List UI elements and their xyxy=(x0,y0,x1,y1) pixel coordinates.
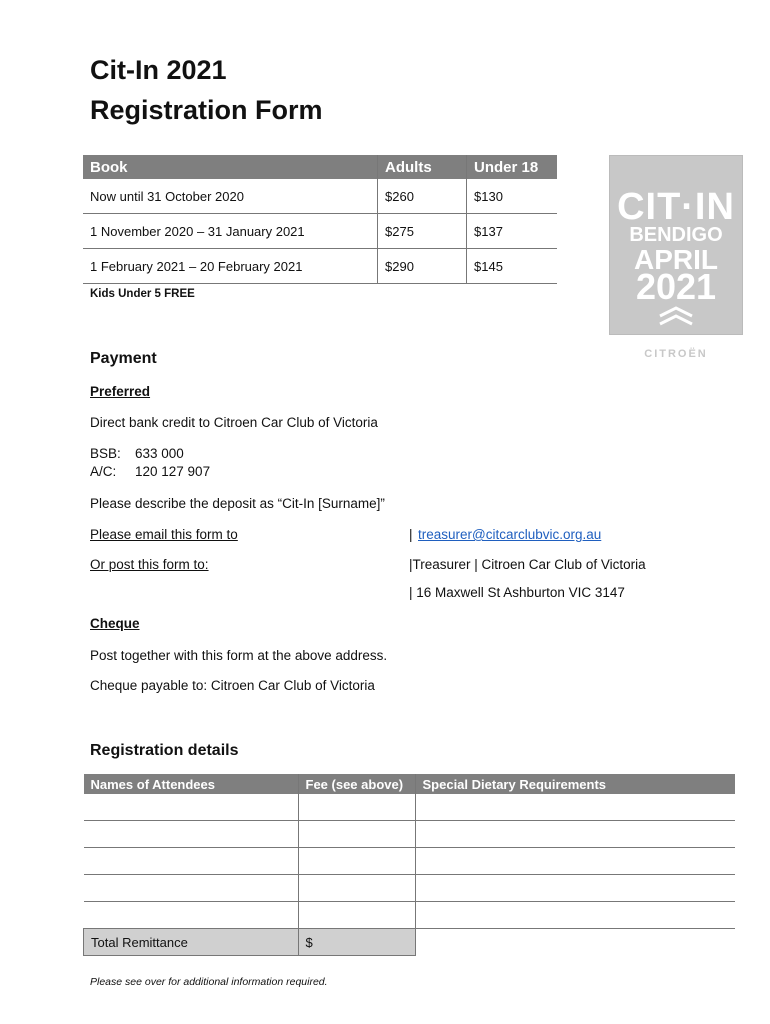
attendee-dietary-field[interactable] xyxy=(415,821,735,848)
pricing-under18-fee: $145 xyxy=(467,249,558,284)
post-label: Or post this form to: xyxy=(90,557,209,572)
attendee-name-field[interactable] xyxy=(84,848,299,875)
bsb-value: 633 000 xyxy=(135,446,184,461)
attendee-name-field[interactable] xyxy=(84,794,299,821)
pricing-row xyxy=(83,179,557,214)
attendee-row xyxy=(84,821,736,848)
title-line-2: Registration Form xyxy=(90,95,323,125)
registration-header-row xyxy=(84,774,736,794)
post-address-line-1: |Treasurer | Citroen Car Club of Victoria xyxy=(409,557,646,572)
attendee-name-field[interactable] xyxy=(84,875,299,902)
email-separator: | xyxy=(409,527,413,542)
attendee-row xyxy=(84,902,736,929)
total-empty-cell xyxy=(415,929,735,956)
cheque-payable: Cheque payable to: Citroen Car Club of Victoria xyxy=(90,678,375,693)
kids-free-note: Kids Under 5 FREE xyxy=(90,288,195,300)
preferred-heading: Preferred xyxy=(90,384,151,399)
attendee-fee-field[interactable] xyxy=(298,902,415,929)
attendee-dietary-field[interactable] xyxy=(415,794,735,821)
attendee-dietary-field[interactable] xyxy=(415,875,735,902)
form-title xyxy=(90,50,323,130)
attendee-dietary-field[interactable] xyxy=(415,902,735,929)
footer-note: Please see over for additional information required. xyxy=(90,976,328,988)
pricing-row xyxy=(83,214,557,249)
pricing-table xyxy=(83,155,557,284)
payment-heading: Payment xyxy=(90,350,157,367)
cit-in-logo xyxy=(609,155,743,335)
header-fee: Fee (see above) xyxy=(298,774,415,794)
post-address-line-2: | 16 Maxwell St Ashburton VIC 3147 xyxy=(409,585,625,600)
total-remittance-field[interactable]: $ xyxy=(298,929,415,956)
deposit-description: Please describe the deposit as “Cit-In [Surname]” xyxy=(90,496,385,511)
registration-table xyxy=(83,774,735,956)
attendee-row xyxy=(84,794,736,821)
attendee-fee-field[interactable] xyxy=(298,875,415,902)
total-remittance-label: Total Remittance xyxy=(84,929,299,956)
attendee-row xyxy=(84,875,736,902)
header-adults: Adults xyxy=(378,155,467,179)
citroen-brand-text: CITROËN xyxy=(644,348,708,360)
header-book: Book xyxy=(83,155,378,179)
pricing-under18-fee: $130 xyxy=(467,179,558,214)
logo-line-3: APRIL xyxy=(634,244,718,275)
total-row xyxy=(84,929,736,956)
account-value: 120 127 907 xyxy=(135,464,211,479)
pricing-adult-fee: $260 xyxy=(378,179,467,214)
pricing-header-row xyxy=(83,155,557,179)
logo-line-2: BENDIGO xyxy=(629,224,723,246)
cheque-instruction: Post together with this form at the above address. xyxy=(90,648,388,663)
pricing-under18-fee: $137 xyxy=(467,214,558,249)
pricing-adult-fee: $275 xyxy=(378,214,467,249)
attendee-row xyxy=(84,848,736,875)
logo-line-1: CIT·IN xyxy=(617,186,735,228)
direct-credit-text: Direct bank credit to Citroen Car Club of Victoria xyxy=(90,415,378,430)
attendee-fee-field[interactable] xyxy=(298,848,415,875)
pricing-row xyxy=(83,249,557,284)
logo-line-4: 2021 xyxy=(635,266,717,307)
chevron-logo-icon xyxy=(656,304,696,328)
pricing-period: 1 November 2020 – 31 January 2021 xyxy=(83,214,378,249)
header-names: Names of Attendees xyxy=(84,774,299,794)
pricing-adult-fee: $290 xyxy=(378,249,467,284)
attendee-fee-field[interactable] xyxy=(298,794,415,821)
header-under-18: Under 18 xyxy=(467,155,558,179)
account-label: A/C: xyxy=(90,464,117,479)
attendee-name-field[interactable] xyxy=(84,902,299,929)
attendee-fee-field[interactable] xyxy=(298,821,415,848)
attendee-name-field[interactable] xyxy=(84,821,299,848)
pricing-period: Now until 31 October 2020 xyxy=(83,179,378,214)
header-dietary: Special Dietary Requirements xyxy=(415,774,735,794)
cheque-heading: Cheque xyxy=(90,616,140,631)
title-line-1: Cit-In 2021 xyxy=(90,55,227,85)
bsb-label: BSB: xyxy=(90,446,121,461)
email-label: Please email this form to xyxy=(90,527,238,542)
registration-heading: Registration details xyxy=(90,742,239,759)
attendee-dietary-field[interactable] xyxy=(415,848,735,875)
email-link[interactable]: treasurer@citcarclubvic.org.au xyxy=(418,527,602,542)
pricing-period: 1 February 2021 – 20 February 2021 xyxy=(83,249,378,284)
